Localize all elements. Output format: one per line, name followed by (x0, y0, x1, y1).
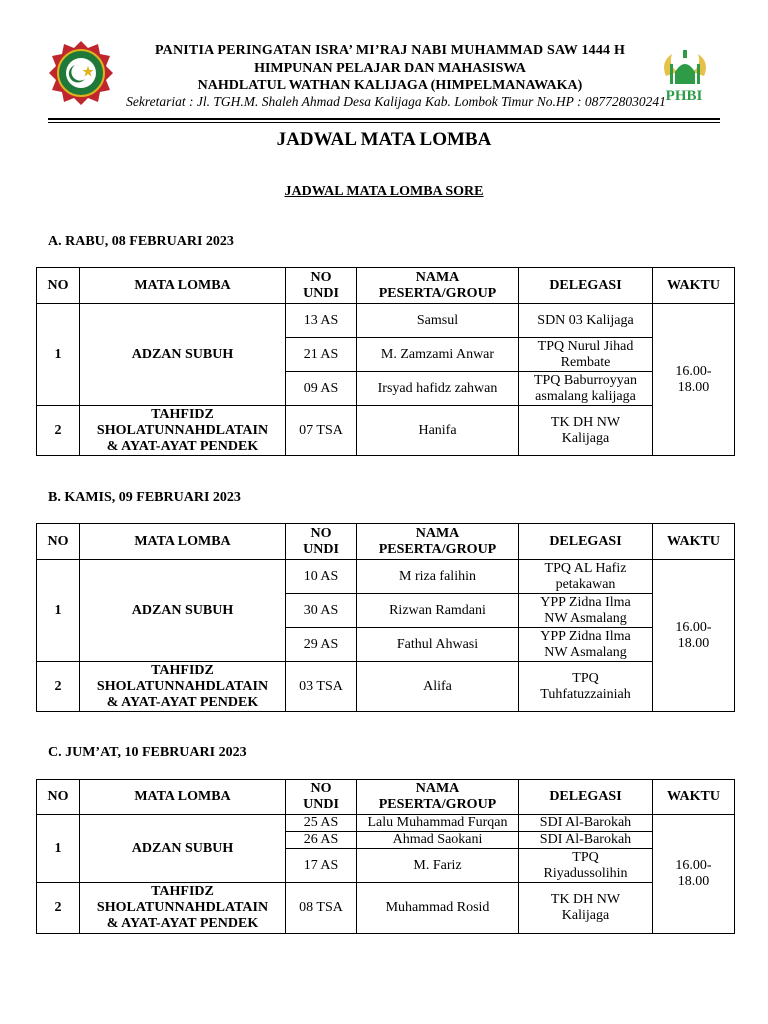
table-row (37, 883, 735, 934)
header-line-1: PANITIA PERINGATAN ISRA’ MI’RAJ NABI MUHAMMAD SAW 1444 H (154, 43, 626, 58)
col-waktu: WAKTU (653, 780, 735, 815)
schedule-table-c (36, 779, 735, 934)
row-nama: Alifa (357, 662, 519, 712)
row-delegasi: SDI Al-Barokah (519, 815, 653, 832)
col-mata-lomba: MATA LOMBA (80, 780, 286, 815)
row-delegasi: TPQ AL Hafiz petakawan (519, 560, 653, 594)
table-row (37, 662, 735, 712)
row-delegasi: TPQ Nurul Jihad Rembate (519, 338, 653, 372)
row-no-undi: 03 TSA (286, 662, 357, 712)
table-row (37, 304, 735, 338)
row-delegasi: TPQ Baburroyyan asmalang kalijaga (519, 372, 653, 406)
header-address: Sekretariat : Jl. TGH.M. Shaleh Ahmad Desa Kalijaga Kab. Lombok Timur No.HP : 087728030241 (126, 94, 666, 109)
document-subtitle: JADWAL MATA LOMBA SORE (284, 184, 484, 199)
row-mata-lomba: ADZAN SUBUH (80, 815, 286, 883)
row-no: 1 (37, 815, 80, 883)
row-nama: Ahmad Saokani (357, 832, 519, 849)
row-nama: M riza falihin (357, 560, 519, 594)
row-delegasi: YPP Zidna Ilma NW Asmalang (519, 628, 653, 662)
col-no-undi: NO UNDI (286, 268, 357, 304)
table-header-row (37, 780, 735, 815)
row-delegasi: TPQ Tuhfatuzzainiah (519, 662, 653, 712)
row-nama: Lalu Muhammad Furqan (357, 815, 519, 832)
row-no-undi: 08 TSA (286, 883, 357, 934)
schedule-table-b (36, 523, 735, 712)
row-no-undi: 26 AS (286, 832, 357, 849)
row-nama: Muhammad Rosid (357, 883, 519, 934)
col-no-undi: NO UNDI (286, 780, 357, 815)
row-waktu: 16.00- 18.00 (653, 304, 735, 456)
row-no: 2 (37, 662, 80, 712)
row-mata-lomba: ADZAN SUBUH (80, 560, 286, 662)
phbi-logo-text: PHBI (665, 88, 703, 104)
col-mata-lomba: MATA LOMBA (80, 524, 286, 560)
table-header-row (37, 524, 735, 560)
header-rule-thin (48, 122, 720, 123)
row-delegasi: SDN 03 Kalijaga (519, 304, 653, 338)
table-row (37, 406, 735, 456)
row-nama: Samsul (357, 304, 519, 338)
row-no-undi: 25 AS (286, 815, 357, 832)
table-header-row (37, 268, 735, 304)
section-label-b: B. KAMIS, 09 FEBRUARI 2023 (48, 490, 241, 505)
row-no-undi: 09 AS (286, 372, 357, 406)
col-nama-peserta: NAMA PESERTA/GROUP (357, 268, 519, 304)
row-no-undi: 10 AS (286, 560, 357, 594)
phbi-mosque-logo-icon (656, 46, 714, 104)
header-line-3: NAHDLATUL WATHAN KALIJAGA (HIMPELMANAWAKA) (197, 78, 583, 93)
row-no-undi: 30 AS (286, 594, 357, 628)
row-nama: Irsyad hafidz zahwan (357, 372, 519, 406)
row-no-undi: 07 TSA (286, 406, 357, 456)
col-delegasi: DELEGASI (519, 524, 653, 560)
col-no-undi: NO UNDI (286, 524, 357, 560)
row-waktu: 16.00- 18.00 (653, 815, 735, 934)
row-nama: Hanifa (357, 406, 519, 456)
col-mata-lomba: MATA LOMBA (80, 268, 286, 304)
row-mata-lomba: TAHFIDZ SHOLATUNNAHDLATAIN & AYAT-AYAT PENDEK (80, 883, 286, 934)
row-delegasi: TK DH NW Kalijaga (519, 406, 653, 456)
col-no: NO (37, 268, 80, 304)
col-delegasi: DELEGASI (519, 268, 653, 304)
row-mata-lomba: TAHFIDZ SHOLATUNNAHDLATAIN & AYAT-AYAT PENDEK (80, 406, 286, 456)
letterhead (0, 0, 768, 125)
row-nama: M. Zamzami Anwar (357, 338, 519, 372)
schedule-table-a (36, 267, 735, 456)
col-no: NO (37, 780, 80, 815)
table-row (37, 560, 735, 594)
row-delegasi: TPQ Riyadussolihin (519, 849, 653, 883)
row-no: 2 (37, 406, 80, 456)
row-mata-lomba: TAHFIDZ SHOLATUNNAHDLATAIN & AYAT-AYAT PENDEK (80, 662, 286, 712)
row-no: 1 (37, 304, 80, 406)
section-label-a: A. RABU, 08 FEBRUARI 2023 (48, 234, 234, 249)
row-mata-lomba: ADZAN SUBUH (80, 304, 286, 406)
row-no-undi: 29 AS (286, 628, 357, 662)
row-delegasi: SDI Al-Barokah (519, 832, 653, 849)
document-title: JADWAL MATA LOMBA (276, 129, 492, 150)
col-waktu: WAKTU (653, 524, 735, 560)
col-nama-peserta: NAMA PESERTA/GROUP (357, 780, 519, 815)
row-nama: Rizwan Ramdani (357, 594, 519, 628)
col-nama-peserta: NAMA PESERTA/GROUP (357, 524, 519, 560)
section-label-c: C. JUM’AT, 10 FEBRUARI 2023 (48, 745, 247, 760)
row-delegasi: TK DH NW Kalijaga (519, 883, 653, 934)
row-waktu: 16.00- 18.00 (653, 560, 735, 712)
row-delegasi: YPP Zidna Ilma NW Asmalang (519, 594, 653, 628)
header-line-2: HIMPUNAN PELAJAR DAN MAHASISWA (254, 61, 526, 76)
row-no: 1 (37, 560, 80, 662)
header-rule-thick (48, 118, 720, 120)
col-waktu: WAKTU (653, 268, 735, 304)
row-no-undi: 17 AS (286, 849, 357, 883)
row-no-undi: 13 AS (286, 304, 357, 338)
row-no-undi: 21 AS (286, 338, 357, 372)
row-nama: M. Fariz (357, 849, 519, 883)
table-row (37, 815, 735, 832)
col-no: NO (37, 524, 80, 560)
row-nama: Fathul Ahwasi (357, 628, 519, 662)
row-no: 2 (37, 883, 80, 934)
col-delegasi: DELEGASI (519, 780, 653, 815)
